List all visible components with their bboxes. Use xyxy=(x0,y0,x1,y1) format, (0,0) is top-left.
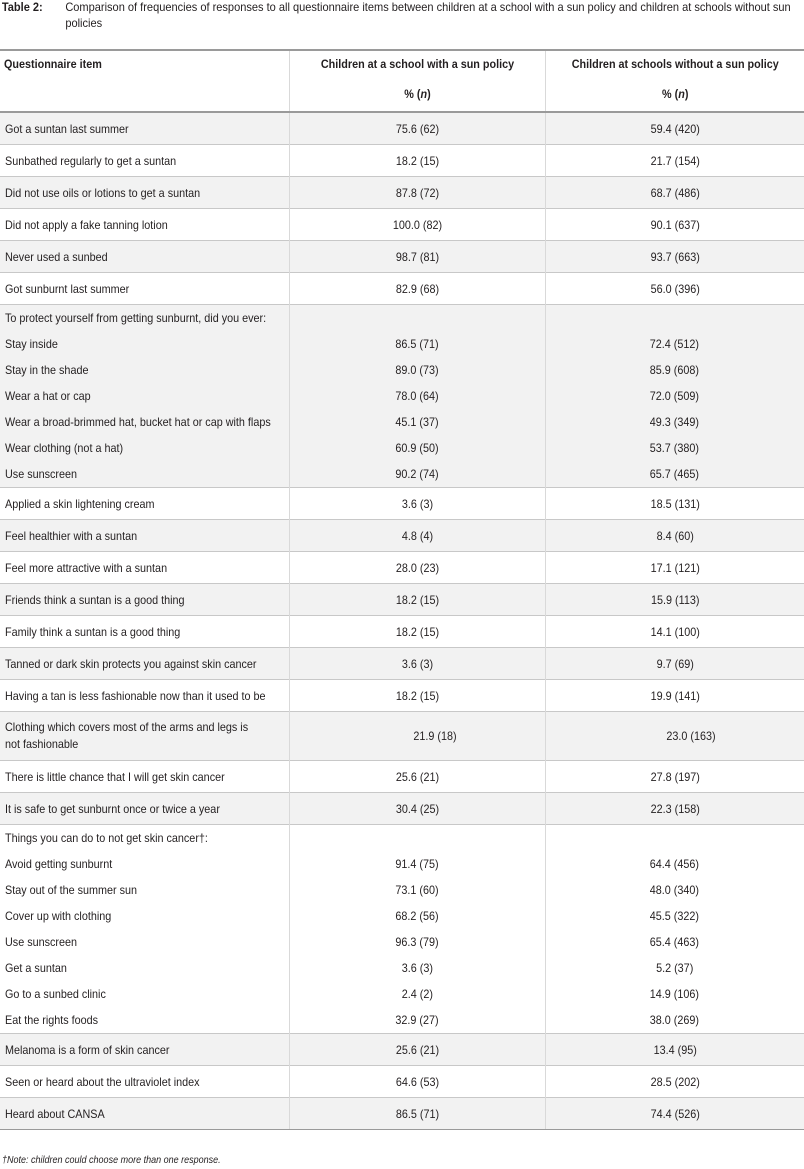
item-cell: Sunbathed regularly to get a suntan xyxy=(0,145,289,177)
group-line: Stay in the shade xyxy=(5,363,89,377)
with-policy-cell: 18.2 (15) xyxy=(289,680,545,712)
without-policy-cell xyxy=(545,305,804,488)
header-unit: % (n) xyxy=(545,77,804,112)
group-line: 45.1 (37) xyxy=(395,415,439,429)
group-line: Go to a sunbed clinic xyxy=(5,987,106,1001)
table-row xyxy=(0,145,804,177)
table-row xyxy=(0,1066,804,1098)
with-policy-cell: 87.8 (72) xyxy=(289,177,545,209)
table-row xyxy=(0,1098,804,1130)
group-line: Eat the rights foods xyxy=(5,1013,99,1027)
item-cell: Seen or heard about the ultraviolet index xyxy=(0,1066,289,1098)
with-policy-cell: 64.6 (53) xyxy=(289,1066,545,1098)
item-cell: Friends think a suntan is a good thing xyxy=(0,584,289,616)
without-policy-cell: 13.4 (95) xyxy=(545,1034,804,1066)
group-line: 86.5 (71) xyxy=(395,337,439,351)
with-policy-cell: 25.6 (21) xyxy=(289,761,545,793)
table-group-row xyxy=(0,825,804,1034)
group-line: 73.1 (60) xyxy=(395,883,439,897)
group-line: 72.0 (509) xyxy=(650,389,700,403)
table-row xyxy=(0,616,804,648)
group-heading xyxy=(290,825,545,851)
item-cell: There is little chance that I will get skin cancer xyxy=(0,761,289,793)
item-cell: Clothing which covers most of the arms and legs is not fashionable xyxy=(0,712,289,761)
without-policy-cell: 22.3 (158) xyxy=(545,793,804,825)
table-row xyxy=(0,552,804,584)
table-label: Table 2: xyxy=(1,0,43,14)
group-line: Stay out of the summer sun xyxy=(5,883,138,897)
with-policy-cell: 30.4 (25) xyxy=(289,793,545,825)
without-policy-cell: 23.0 (163) xyxy=(545,712,804,761)
item-cell: Having a tan is less fashionable now than it used to be xyxy=(0,680,289,712)
item-cell: Feel healthier with a suntan xyxy=(0,520,289,552)
header-empty xyxy=(0,77,289,112)
header-questionnaire-item: Questionnaire item xyxy=(0,50,289,77)
group-line: 65.4 (463) xyxy=(650,935,700,949)
group-line: 91.4 (75) xyxy=(395,857,439,871)
group-line: 38.0 (269) xyxy=(650,1013,700,1027)
header-without-policy: Children at schools without a sun policy xyxy=(545,50,804,77)
with-policy-cell: 82.9 (68) xyxy=(289,273,545,305)
group-heading xyxy=(290,305,545,331)
item-cell: Did not use oils or lotions to get a suntan xyxy=(0,177,289,209)
without-policy-cell: 59.4 (420) xyxy=(545,112,804,145)
group-item-cell xyxy=(0,305,289,488)
table-row xyxy=(0,241,804,273)
group-line: 72.4 (512) xyxy=(650,337,700,351)
without-policy-cell: 17.1 (121) xyxy=(545,552,804,584)
group-line: 32.9 (27) xyxy=(395,1013,439,1027)
with-policy-cell: 18.2 (15) xyxy=(289,584,545,616)
item-cell: Family think a suntan is a good thing xyxy=(0,616,289,648)
group-line: 65.7 (465) xyxy=(650,467,700,481)
item-cell: Got a suntan last summer xyxy=(0,112,289,145)
group-line: 96.3 (79) xyxy=(395,935,439,949)
without-policy-cell: 15.9 (113) xyxy=(545,584,804,616)
table-row xyxy=(0,761,804,793)
table-row xyxy=(0,177,804,209)
table-row xyxy=(0,112,804,145)
footnote: †Note: children could choose more than one response. xyxy=(2,1155,221,1166)
group-line: 5.2 (37) xyxy=(656,961,694,975)
table-row xyxy=(0,680,804,712)
table-row xyxy=(0,648,804,680)
group-line: 60.9 (50) xyxy=(395,441,439,455)
with-policy-cell: 25.6 (21) xyxy=(289,1034,545,1066)
item-cell: Applied a skin lightening cream xyxy=(0,488,289,520)
table-row xyxy=(0,793,804,825)
item-cell: Never used a sunbed xyxy=(0,241,289,273)
header-unit: % (n) xyxy=(289,77,545,112)
group-item-cell xyxy=(0,825,289,1034)
table-row xyxy=(0,209,804,241)
table-row xyxy=(0,712,804,761)
without-policy-cell: 21.7 (154) xyxy=(545,145,804,177)
group-line: Wear a broad-brimmed hat, bucket hat or cap with flaps xyxy=(5,415,271,429)
with-policy-cell xyxy=(289,305,545,488)
group-line: 90.2 (74) xyxy=(395,467,439,481)
table-row xyxy=(0,584,804,616)
item-cell: Did not apply a fake tanning lotion xyxy=(0,209,289,241)
group-line: 53.7 (380) xyxy=(650,441,700,455)
without-policy-cell: 93.7 (663) xyxy=(545,241,804,273)
with-policy-cell: 75.6 (62) xyxy=(289,112,545,145)
group-line: 45.5 (322) xyxy=(650,909,700,923)
without-policy-cell: 14.1 (100) xyxy=(545,616,804,648)
without-policy-cell: 18.5 (131) xyxy=(545,488,804,520)
without-policy-cell: 74.4 (526) xyxy=(545,1098,804,1130)
header-with-policy: Children at a school with a sun policy xyxy=(289,50,545,77)
group-line: 64.4 (456) xyxy=(650,857,700,871)
table-title: Comparison of frequencies of responses to all questionnaire items between children at a school with a sun policy and children at schools without sun policies xyxy=(65,0,791,30)
table-row xyxy=(0,520,804,552)
with-policy-cell: 28.0 (23) xyxy=(289,552,545,584)
item-cell: Tanned or dark skin protects you against skin cancer xyxy=(0,648,289,680)
without-policy-cell: 8.4 (60) xyxy=(545,520,804,552)
table-row xyxy=(0,273,804,305)
results-table xyxy=(0,49,804,1130)
group-line: Stay inside xyxy=(5,337,58,351)
item-cell: Melanoma is a form of skin cancer xyxy=(0,1034,289,1066)
group-line: 85.9 (608) xyxy=(650,363,700,377)
group-line: Cover up with clothing xyxy=(5,909,112,923)
with-policy-cell: 86.5 (71) xyxy=(289,1098,545,1130)
with-policy-cell: 3.6 (3) xyxy=(289,488,545,520)
group-line: Wear a hat or cap xyxy=(5,389,91,403)
without-policy-cell: 68.7 (486) xyxy=(545,177,804,209)
table-group-row xyxy=(0,305,804,488)
group-line: 49.3 (349) xyxy=(650,415,700,429)
with-policy-cell: 4.8 (4) xyxy=(289,520,545,552)
with-policy-cell: 18.2 (15) xyxy=(289,616,545,648)
item-cell: Got sunburnt last summer xyxy=(0,273,289,305)
group-line: 48.0 (340) xyxy=(650,883,700,897)
group-line: Avoid getting sunburnt xyxy=(5,857,113,871)
group-line: 89.0 (73) xyxy=(395,363,439,377)
without-policy-cell: 19.9 (141) xyxy=(545,680,804,712)
with-policy-cell: 100.0 (82) xyxy=(289,209,545,241)
group-line: 68.2 (56) xyxy=(395,909,439,923)
group-heading xyxy=(546,825,804,851)
without-policy-cell: 9.7 (69) xyxy=(545,648,804,680)
with-policy-cell: 18.2 (15) xyxy=(289,145,545,177)
table-row xyxy=(0,488,804,520)
table-body xyxy=(0,112,804,1130)
with-policy-cell: 3.6 (3) xyxy=(289,648,545,680)
without-policy-cell: 56.0 (396) xyxy=(545,273,804,305)
item-cell: It is safe to get sunburnt once or twice a year xyxy=(0,793,289,825)
group-line: 3.6 (3) xyxy=(401,961,433,975)
group-line: Use sunscreen xyxy=(5,935,78,949)
without-policy-cell: 90.1 (637) xyxy=(545,209,804,241)
group-line: 2.4 (2) xyxy=(401,987,433,1001)
group-heading: Things you can do to not get skin cancer†: xyxy=(5,831,208,845)
group-heading: To protect yourself from getting sunburnt, did you ever: xyxy=(5,311,267,325)
with-policy-cell: 21.9 (18) xyxy=(289,712,545,761)
with-policy-cell: 98.7 (81) xyxy=(289,241,545,273)
table-row xyxy=(0,1034,804,1066)
without-policy-cell: 28.5 (202) xyxy=(545,1066,804,1098)
without-policy-cell: 27.8 (197) xyxy=(545,761,804,793)
group-heading xyxy=(546,305,804,331)
item-cell: Feel more attractive with a suntan xyxy=(0,552,289,584)
group-line: 78.0 (64) xyxy=(395,389,439,403)
item-cell: Heard about CANSA xyxy=(0,1098,289,1130)
without-policy-cell xyxy=(545,825,804,1034)
with-policy-cell xyxy=(289,825,545,1034)
group-line: Use sunscreen xyxy=(5,467,78,481)
group-line: Wear clothing (not a hat) xyxy=(5,441,124,455)
group-line: Get a suntan xyxy=(5,961,67,975)
group-line: 14.9 (106) xyxy=(650,987,700,1001)
